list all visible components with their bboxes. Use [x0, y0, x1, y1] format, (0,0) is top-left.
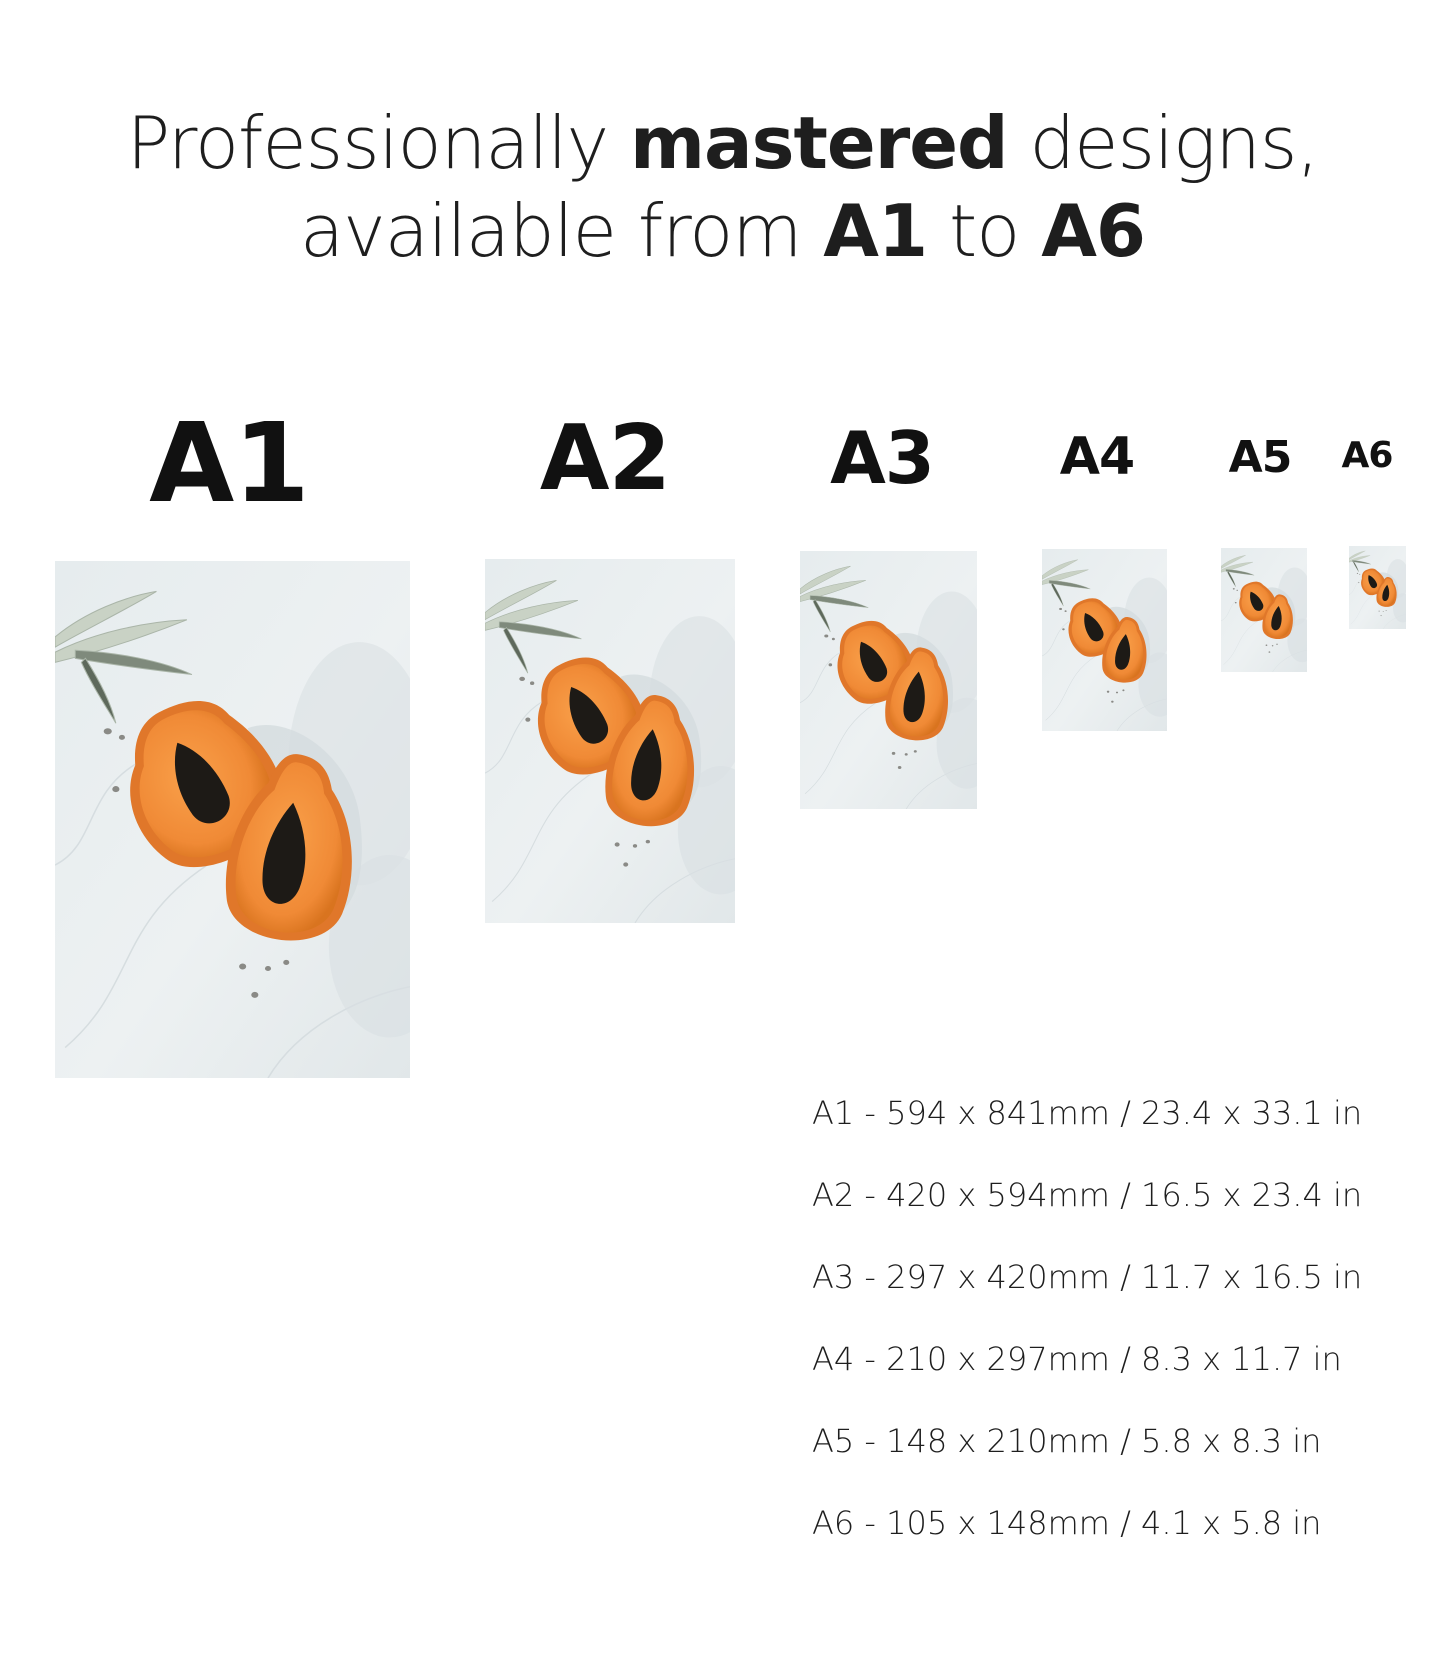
size-label-a6: A6 [1341, 435, 1393, 476]
headline-line-1 [0, 100, 1445, 188]
size-label-a4: A4 [1059, 427, 1135, 487]
headline-text: to [949, 188, 1020, 273]
headline-emphasis: A1 [823, 188, 928, 273]
size-spec-list [812, 1093, 1362, 1585]
size-label-a5: A5 [1228, 432, 1292, 483]
headline [0, 100, 1445, 276]
poster-a1-papaya-image [55, 561, 410, 1078]
headline-line-2 [0, 188, 1445, 276]
headline-emphasis: A6 [1041, 188, 1146, 273]
poster-a6-papaya-image [1349, 546, 1406, 629]
size-label-a1: A1 [149, 399, 309, 527]
size-spec-a1: A1 - 594 x 841mm / 23.4 x 33.1 in [812, 1094, 1363, 1132]
headline-text: designs, [1029, 101, 1319, 185]
size-spec-a3: A3 - 297 x 420mm / 11.7 x 16.5 in [812, 1258, 1363, 1296]
poster-a3-papaya-image [800, 551, 977, 809]
poster-a4-papaya-image [1042, 549, 1167, 731]
headline-text: Professionally [126, 101, 609, 185]
headline-emphasis: mastered [629, 101, 1008, 185]
poster-a5-papaya-image [1221, 548, 1307, 672]
size-label-a2: A2 [539, 406, 671, 511]
size-spec-a6: A6 - 105 x 148mm / 4.1 x 5.8 in [812, 1504, 1322, 1542]
size-spec-a4: A4 - 210 x 297mm / 8.3 x 11.7 in [812, 1340, 1342, 1378]
size-spec-a5: A5 - 148 x 210mm / 5.8 x 8.3 in [812, 1422, 1322, 1460]
size-spec-a2: A2 - 420 x 594mm / 16.5 x 23.4 in [812, 1176, 1363, 1214]
poster-a2-papaya-image [485, 559, 735, 923]
size-label-a3: A3 [830, 416, 934, 500]
headline-text: available from [299, 188, 802, 273]
